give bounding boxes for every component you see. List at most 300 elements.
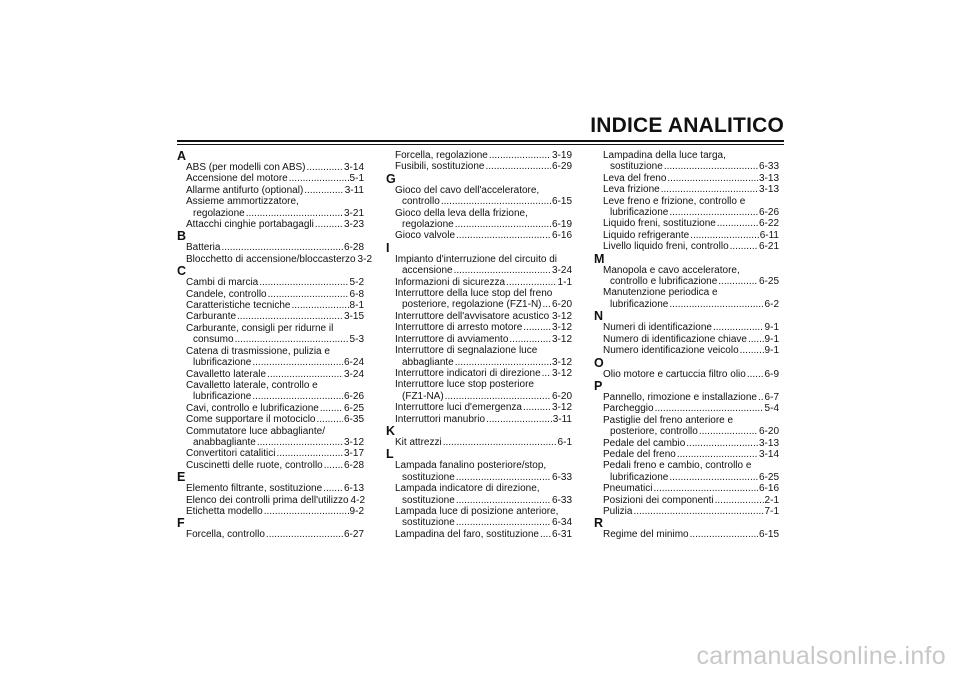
index-entry[interactable] — [177, 311, 364, 322]
entry-text: Manopola e cavo acceleratore, — [603, 264, 740, 276]
entry-text: Lampadina della luce targa, — [603, 150, 726, 161]
entry-text: lubrificazione — [610, 207, 669, 219]
entry-text: sostituzione — [402, 494, 455, 506]
dot-leader — [276, 448, 343, 459]
entry-text: Pastiglie del freno anteriore e — [603, 414, 734, 426]
index-entry[interactable] — [386, 345, 572, 368]
page-number: 6-15 — [758, 529, 779, 541]
index-entry[interactable] — [177, 426, 364, 449]
index-entry[interactable] — [386, 437, 572, 448]
index-entry[interactable] — [177, 300, 364, 311]
dot-leader — [486, 414, 552, 425]
index-entry[interactable] — [177, 323, 364, 346]
index-entry[interactable] — [177, 495, 364, 506]
page-number: 6-25 — [758, 276, 779, 288]
page-number: 6-26 — [343, 391, 364, 403]
page-number: 3-13 — [758, 184, 779, 196]
entry-text: Forcella, controllo — [186, 529, 265, 541]
index-entry[interactable] — [177, 414, 364, 425]
index-entry[interactable] — [594, 438, 779, 449]
page-number: 6-29 — [551, 161, 572, 173]
entry-text: Carburante, consigli per ridurne il — [186, 322, 334, 334]
page-number: 6-20 — [551, 299, 572, 311]
entry-text: Cavalletto laterale — [186, 368, 267, 380]
index-entry[interactable] — [177, 448, 364, 459]
section-letter: R — [594, 516, 604, 531]
entry-text: Leva del freno — [603, 172, 667, 184]
entry-text: Olio motore e cartuccia filtro olio — [603, 368, 746, 380]
index-entry[interactable] — [594, 218, 779, 229]
page-number: 6-7 — [764, 391, 779, 403]
dot-leader — [664, 161, 758, 172]
entry-text: Interruttore luci d'emergenza — [395, 402, 522, 414]
entry-text: sostituzione — [610, 161, 663, 173]
dot-leader — [252, 391, 343, 402]
entry-text: Carburante — [186, 311, 237, 323]
index-entry[interactable] — [386, 185, 572, 208]
dot-leader — [292, 300, 349, 311]
dot-leader — [304, 185, 343, 196]
dot-leader — [317, 414, 343, 425]
page-number: 6-8 — [349, 288, 364, 300]
dot-leader — [445, 391, 551, 402]
dot-leader — [320, 403, 343, 414]
page-number: 3-12 — [551, 367, 572, 379]
page-number: 1-1 — [557, 276, 572, 288]
dot-leader — [669, 472, 758, 483]
index-entry[interactable] — [386, 460, 572, 483]
index-entry[interactable] — [594, 369, 779, 380]
entry-text: Gioco del cavo dell'acceleratore, — [395, 184, 540, 196]
index-entry[interactable] — [594, 265, 779, 288]
index-entry[interactable] — [594, 230, 779, 241]
index-entry[interactable] — [594, 322, 779, 333]
index-entry[interactable] — [386, 150, 572, 161]
dot-leader — [690, 230, 759, 241]
entry-text: regolazione — [402, 219, 454, 231]
page-number: 3-15 — [343, 311, 364, 323]
index-entry[interactable] — [177, 369, 364, 380]
index-entry[interactable] — [594, 184, 779, 195]
entry-text: Cuscinetti delle ruote, controllo — [186, 459, 323, 471]
dot-leader — [246, 208, 343, 219]
index-entry[interactable] — [594, 150, 779, 173]
page-number: 6-20 — [758, 426, 779, 438]
index-column-2 — [386, 150, 572, 540]
entry-text: lubrificazione — [610, 298, 669, 310]
page-number: 3-23 — [343, 219, 364, 231]
page-number: 3-24 — [551, 265, 572, 277]
entry-text: Interruttore dell'avvisatore acustico — [395, 310, 550, 322]
section-letter: C — [177, 264, 187, 279]
index-entry[interactable] — [177, 162, 364, 173]
page-number: 6-24 — [343, 357, 364, 369]
dot-leader — [690, 529, 758, 540]
dot-leader — [266, 529, 343, 540]
dot-leader — [717, 218, 758, 229]
dot-leader — [715, 495, 764, 506]
page-number: 3-11 — [552, 413, 572, 425]
entry-text: (FZ1-NA) — [402, 390, 444, 402]
page-number: 6-20 — [551, 390, 572, 402]
dot-leader — [485, 161, 551, 172]
dot-leader — [443, 437, 557, 448]
entry-text: Cavalletto laterale, controllo e — [186, 379, 318, 391]
entry-text: Pannello, rimozione e installazione — [603, 391, 757, 403]
page-number: 3-24 — [343, 368, 364, 380]
index-entry[interactable] — [594, 241, 779, 252]
page-number: 3-13 — [758, 172, 779, 184]
page-number: 3-12 — [343, 436, 364, 448]
index-entry[interactable] — [386, 483, 572, 506]
dot-leader — [323, 483, 343, 494]
index-entry[interactable] — [594, 529, 779, 540]
dot-leader — [669, 207, 758, 218]
index-entry[interactable] — [594, 173, 779, 184]
index-entry[interactable] — [594, 345, 779, 356]
entry-text: Interruttore di segnalazione luce — [395, 345, 538, 357]
entry-text: Pedali freno e cambio, controllo e — [603, 460, 752, 472]
page-number: 3-14 — [343, 162, 364, 173]
entry-text: controllo — [402, 196, 440, 208]
page-number: 6-27 — [343, 529, 364, 541]
index-entry[interactable] — [594, 415, 779, 438]
entry-text: Informazioni di sicurezza — [395, 276, 506, 288]
watermark: carmanualsonline.info — [696, 642, 946, 670]
page-number: 9-1 — [764, 333, 779, 345]
dot-leader — [489, 150, 551, 161]
entry-text: sostituzione — [402, 471, 455, 483]
section-letter: A — [177, 149, 187, 163]
index-entry[interactable] — [177, 219, 364, 230]
index-entry[interactable] — [177, 277, 364, 288]
page-number: 6-9 — [764, 368, 779, 380]
page-number: 9-1 — [764, 322, 779, 334]
page-number: 6-2 — [764, 298, 779, 310]
entry-text: consumo — [193, 334, 234, 346]
page-number: 6-35 — [343, 414, 364, 426]
dot-leader — [633, 506, 763, 517]
entry-text: Forcella, regolazione — [395, 150, 488, 161]
dot-leader — [456, 230, 551, 241]
entry-text: Etichetta modello — [186, 505, 263, 517]
page-number: 6-33 — [551, 494, 572, 506]
dot-leader — [289, 173, 349, 184]
dot-leader — [509, 334, 551, 345]
dot-leader — [235, 334, 349, 345]
index-entry[interactable] — [594, 392, 779, 403]
index-entry[interactable] — [177, 242, 364, 253]
dot-leader — [252, 357, 343, 368]
dot-leader — [455, 219, 551, 230]
entry-text: Gioco valvole — [395, 230, 456, 242]
index-entry[interactable] — [177, 253, 372, 265]
entry-text: Impianto d'interruzione del circuito di — [395, 253, 557, 265]
index-entry[interactable] — [386, 288, 572, 311]
page-number: 6-21 — [758, 241, 779, 253]
section-letter: L — [386, 447, 394, 462]
dot-leader — [686, 438, 758, 449]
entry-text: Commutatore luce abbagliante/ — [186, 425, 325, 437]
index-entry[interactable] — [386, 379, 572, 402]
dot-leader — [713, 322, 764, 333]
dot-leader — [259, 277, 348, 288]
entry-text: Allarme antifurto (optional) — [186, 184, 304, 196]
page-number: 3-2 — [357, 253, 372, 265]
dot-leader — [550, 311, 551, 322]
index-entry[interactable] — [594, 483, 779, 494]
entry-text: accensione — [402, 265, 453, 277]
title-rule — [177, 140, 784, 145]
entry-text: Lampadina del faro, sostituzione — [395, 528, 539, 540]
index-entry[interactable] — [594, 460, 779, 483]
index-column-3 — [594, 150, 779, 541]
page-number: 5-3 — [349, 334, 364, 346]
page-number: 3-21 — [343, 207, 364, 219]
index-entry[interactable] — [177, 529, 364, 540]
entry-text: Blocchetto di accensione/bloccasterzo — [186, 253, 356, 265]
entry-text: Manutenzione periodica e — [603, 287, 718, 299]
page-number: 6-33 — [551, 471, 572, 483]
dot-leader — [237, 311, 343, 322]
dot-leader — [758, 392, 764, 403]
dot-leader — [677, 449, 758, 460]
dot-leader — [315, 219, 343, 230]
entry-text: Caratteristiche tecniche — [186, 300, 291, 312]
index-entry[interactable] — [177, 380, 364, 403]
entry-text: Lampada luce di posizione anteriore, — [395, 505, 559, 517]
dot-leader — [267, 369, 343, 380]
index-entry[interactable] — [594, 495, 779, 506]
dot-leader — [730, 241, 758, 252]
dot-leader — [655, 403, 764, 414]
index-entry[interactable] — [594, 334, 779, 345]
index-entry[interactable] — [386, 402, 572, 413]
entry-text: Pedale del freno — [603, 448, 676, 460]
entry-text: lubrificazione — [610, 471, 669, 483]
entry-text: Elenco dei controlli prima dell'utilizzo — [186, 494, 349, 506]
section-letter: M — [594, 251, 605, 266]
page-number: 6-28 — [343, 459, 364, 471]
index-entry[interactable] — [177, 483, 364, 494]
page-number: 6-28 — [343, 242, 364, 254]
entry-text: Numero identificazione veicolo — [603, 345, 739, 357]
dot-leader — [667, 173, 758, 184]
page-number: 3-12 — [551, 402, 572, 414]
entry-text: Candele, controllo — [186, 288, 267, 300]
dot-leader — [523, 322, 551, 333]
page-number: 3-12 — [551, 322, 572, 334]
dot-leader — [747, 369, 764, 380]
entry-text: Regime del minimo — [603, 529, 689, 541]
index-entry[interactable] — [386, 254, 572, 277]
entry-text: Leva frizione — [603, 184, 660, 196]
section-letter: E — [177, 470, 186, 485]
page-number: 3-11 — [344, 184, 364, 196]
index-entry[interactable] — [177, 289, 364, 300]
dot-leader — [264, 506, 349, 517]
entry-text: Numeri di identificazione — [603, 322, 712, 334]
index-entry[interactable] — [594, 403, 779, 414]
entry-text: Fusibili, sostituzione — [395, 161, 485, 173]
dot-leader — [456, 517, 551, 528]
dot-leader — [718, 276, 758, 287]
entry-text: Pulizia — [603, 505, 633, 517]
dot-leader — [669, 299, 763, 310]
page-number: 9-1 — [764, 345, 779, 357]
page-number: 3-13 — [758, 437, 779, 449]
index-entry[interactable] — [177, 403, 364, 414]
index-entry[interactable] — [386, 506, 572, 529]
index-entry[interactable] — [386, 230, 572, 241]
section-letter: F — [177, 516, 185, 531]
index-entry[interactable] — [386, 311, 572, 322]
section-letter: O — [594, 355, 604, 370]
page-number: 6-31 — [551, 528, 572, 540]
entry-text: sostituzione — [402, 517, 455, 529]
dot-leader — [324, 460, 343, 471]
dot-leader — [307, 162, 343, 173]
page-number: 6-16 — [758, 483, 779, 495]
dot-leader — [221, 242, 343, 253]
page-number: 6-33 — [758, 161, 779, 173]
entry-text: ABS (per modelli con ABS) — [186, 162, 306, 173]
page-number: 3-14 — [758, 448, 779, 460]
dot-leader — [748, 334, 764, 345]
entry-text: Interruttori manubrio — [395, 413, 486, 425]
entry-text: Batteria — [186, 242, 221, 254]
index-entry[interactable] — [177, 173, 364, 184]
dot-leader — [699, 426, 758, 437]
index-entry[interactable] — [594, 196, 779, 219]
index-entry[interactable] — [386, 208, 572, 231]
entry-text: Interruttore luce stop posteriore — [395, 379, 534, 391]
dot-leader — [257, 437, 343, 448]
index-entry[interactable] — [177, 185, 364, 196]
index-entry[interactable] — [594, 506, 779, 517]
index-entry[interactable] — [386, 334, 572, 345]
entry-text: anabbagliante — [193, 436, 256, 448]
page-number: 3-17 — [343, 448, 364, 460]
dot-leader — [740, 345, 764, 356]
index-entry[interactable] — [177, 506, 364, 517]
section-letter: G — [386, 171, 396, 186]
entry-text: Posizioni dei componenti — [603, 494, 714, 506]
entry-text: Cavi, controllo e lubrificazione — [186, 402, 319, 414]
page-number: 5-2 — [349, 277, 364, 289]
entry-text: Interruttore di arresto motore — [395, 322, 523, 334]
dot-leader — [441, 196, 551, 207]
dot-leader — [653, 483, 758, 494]
dot-leader — [506, 277, 557, 288]
entry-text: Liquido freni, sostituzione — [603, 218, 716, 230]
entry-text: Interruttore indicatori di direzione — [395, 367, 541, 379]
index-entry[interactable] — [177, 460, 364, 471]
dot-leader — [454, 265, 551, 276]
entry-text: Livello liquido freni, controllo — [603, 241, 729, 253]
page-number: 3-12 — [551, 356, 572, 368]
page-number: 5-4 — [764, 403, 779, 415]
entry-text: Catena di trasmissione, pulizia e — [186, 345, 330, 357]
page-number: 6-15 — [551, 196, 572, 208]
index-column-1 — [177, 149, 372, 541]
entry-text: Interruttore della luce stop del freno — [395, 288, 553, 300]
entry-text: controllo e lubrificazione — [610, 276, 718, 288]
entry-text: Elemento filtrante, sostituzione — [186, 483, 323, 495]
section-letter: P — [594, 378, 603, 393]
page-number: 3-12 — [551, 310, 572, 322]
page-title: INDICE ANALITICO — [590, 114, 784, 137]
page-number: 8-1 — [349, 300, 364, 312]
page-number: 6-25 — [343, 402, 364, 414]
page-number: 6-22 — [758, 218, 779, 230]
entry-text: Lampada fanalino posteriore/stop, — [395, 460, 547, 472]
entry-text: Attacchi cinghie portabagagli — [186, 219, 314, 231]
page-number: 6-25 — [758, 471, 779, 483]
page-number: 3-19 — [551, 150, 572, 161]
entry-text: lubrificazione — [193, 391, 252, 403]
index-entry[interactable] — [177, 346, 364, 369]
page-number: 6-11 — [759, 229, 779, 241]
index-entry[interactable] — [386, 161, 572, 172]
dot-leader — [456, 495, 551, 506]
page-number: 2-1 — [764, 494, 779, 506]
entry-text: Cambi di marcia — [186, 277, 259, 289]
section-letter: N — [594, 309, 604, 324]
page-number: 6-16 — [551, 230, 572, 242]
index-entry[interactable] — [386, 414, 572, 425]
section-letter: I — [386, 240, 390, 255]
index-entry[interactable] — [386, 322, 572, 333]
entry-text: posteriore, controllo — [610, 426, 698, 438]
entry-text: Accensione del motore — [186, 173, 288, 185]
entry-text: regolazione — [193, 207, 245, 219]
index-entry[interactable] — [594, 287, 779, 310]
index-entry[interactable] — [386, 368, 572, 379]
entry-text: Pedale del cambio — [603, 437, 686, 449]
entry-text: lubrificazione — [193, 357, 252, 369]
entry-text: Leve freno e frizione, controllo e — [603, 195, 746, 207]
page-number: 6-19 — [551, 219, 572, 231]
page-number: 6-1 — [557, 436, 572, 448]
index-entry[interactable] — [386, 529, 572, 540]
page-number: 3-12 — [551, 333, 572, 345]
entry-text: Parcheggio — [603, 403, 654, 415]
index-entry[interactable] — [386, 277, 572, 288]
dot-leader — [661, 184, 758, 195]
index-entry[interactable] — [594, 449, 779, 460]
entry-text: posteriore, regolazione (FZ1-N) — [402, 299, 542, 311]
section-letter: B — [177, 229, 187, 244]
page-number: 7-1 — [764, 505, 779, 517]
page-number: 4-2 — [350, 494, 365, 506]
entry-text: Kit attrezzi — [395, 436, 442, 448]
entry-text: Lampada indicatore di direzione, — [395, 483, 540, 495]
entry-text: Pneumatici — [603, 483, 653, 495]
page-number: 6-13 — [343, 483, 364, 495]
entry-text: Assieme ammortizzatore, — [186, 196, 299, 208]
dot-leader — [523, 402, 551, 413]
entry-text: Come supportare il motociclo — [186, 414, 316, 426]
index-entry[interactable] — [177, 196, 364, 219]
page-number: 6-26 — [758, 207, 779, 219]
entry-text: abbagliante — [402, 356, 454, 368]
dot-leader — [540, 529, 551, 540]
entry-text: Interruttore di avviamento — [395, 333, 509, 345]
dot-leader — [455, 357, 551, 368]
entry-text: Gioco della leva della frizione, — [395, 207, 528, 219]
page-number: 6-34 — [551, 517, 572, 529]
